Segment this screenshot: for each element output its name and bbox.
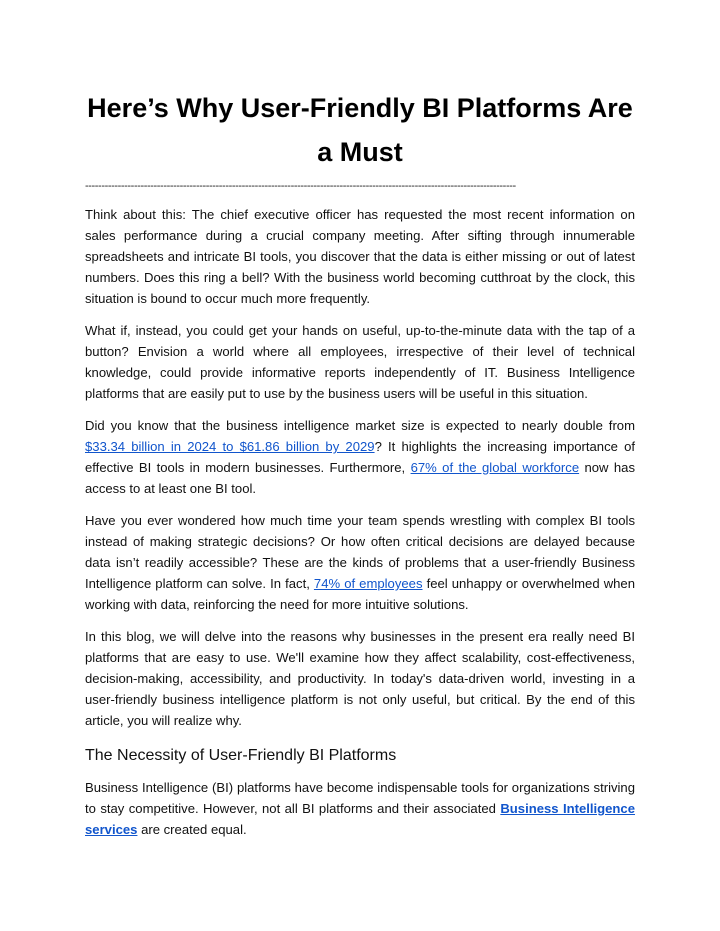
paragraph-text: Business Intelligence (BI) platforms have become indispensable tools for organizations striving to stay competitive. However, not all BI platforms and their associated xyxy=(85,780,635,816)
market-size-link[interactable]: $33.34 billion in 2024 to $61.86 billion by 2029 xyxy=(85,439,375,454)
paragraph-what-if: What if, instead, you could get your hands on useful, up-to-the-minute data with the tap of a button? Envision a world where all employees, irrespective of their level of technical knowledge, could provide informative reports independently of IT. Business Intelligence platforms that are easily put to use by the business users will be useful in this situation. xyxy=(85,323,635,401)
paragraph-necessity xyxy=(85,777,635,840)
paragraph-market-size xyxy=(85,415,635,499)
employees-stat-link[interactable]: 74% of employees xyxy=(313,576,423,591)
page-title: Here’s Why User-Friendly BI Platforms Are a Must xyxy=(87,93,633,167)
paragraph-blog-overview: In this blog, we will delve into the reasons why businesses in the present era really need BI platforms that are easy to use. We'll examine how they affect scalability, cost-effectiveness, decision-making, accessibility, and productivity. In today's data-driven world, investing in a user-friendly business intelligence platform is not only useful, but critical. By the end of this article, you will realize why. xyxy=(85,629,635,728)
section-heading: The Necessity of User-Friendly BI Platforms xyxy=(85,747,397,764)
global-workforce-link[interactable]: 67% of the global workforce xyxy=(410,460,580,475)
paragraph-text: Did you know that the business intelligence market size is expected to nearly double from xyxy=(85,418,635,433)
paragraph-text: ? It highlights the increasing importance of effective BI tools in modern businesses. Furthermore, xyxy=(85,439,635,475)
paragraph-text: feel unhappy or overwhelmed when working with data, reinforcing the need for more intuitive solutions. xyxy=(85,576,635,612)
divider-line: ------------------------------------------------------------------------------------------------------------------------------------ xyxy=(85,180,516,192)
paragraph-complex-tools xyxy=(85,510,635,615)
paragraph-text: now has access to at least one BI tool. xyxy=(85,460,635,496)
paragraph-text: Have you ever wondered how much time your team spends wrestling with complex BI tools instead of making strategic decisions? Or how often critical decisions are delayed because data isn’t readily accessible? These are the kinds of problems that a user-friendly Business Intelligence platform can solve. In fact, xyxy=(85,513,635,591)
paragraph-intro: Think about this: The chief executive officer has requested the most recent information on sales performance during a crucial company meeting. After sifting through innumerable spreadsheets and intricate BI tools, you discover that the data is either missing or out of latest numbers. Does this ring a bell? With the business world becoming cutthroat by the clock, this situation is bound to occur much more frequently. xyxy=(85,207,635,306)
bi-services-link[interactable]: Business Intelligence services xyxy=(85,801,635,837)
paragraph-text: are created equal. xyxy=(137,822,247,837)
